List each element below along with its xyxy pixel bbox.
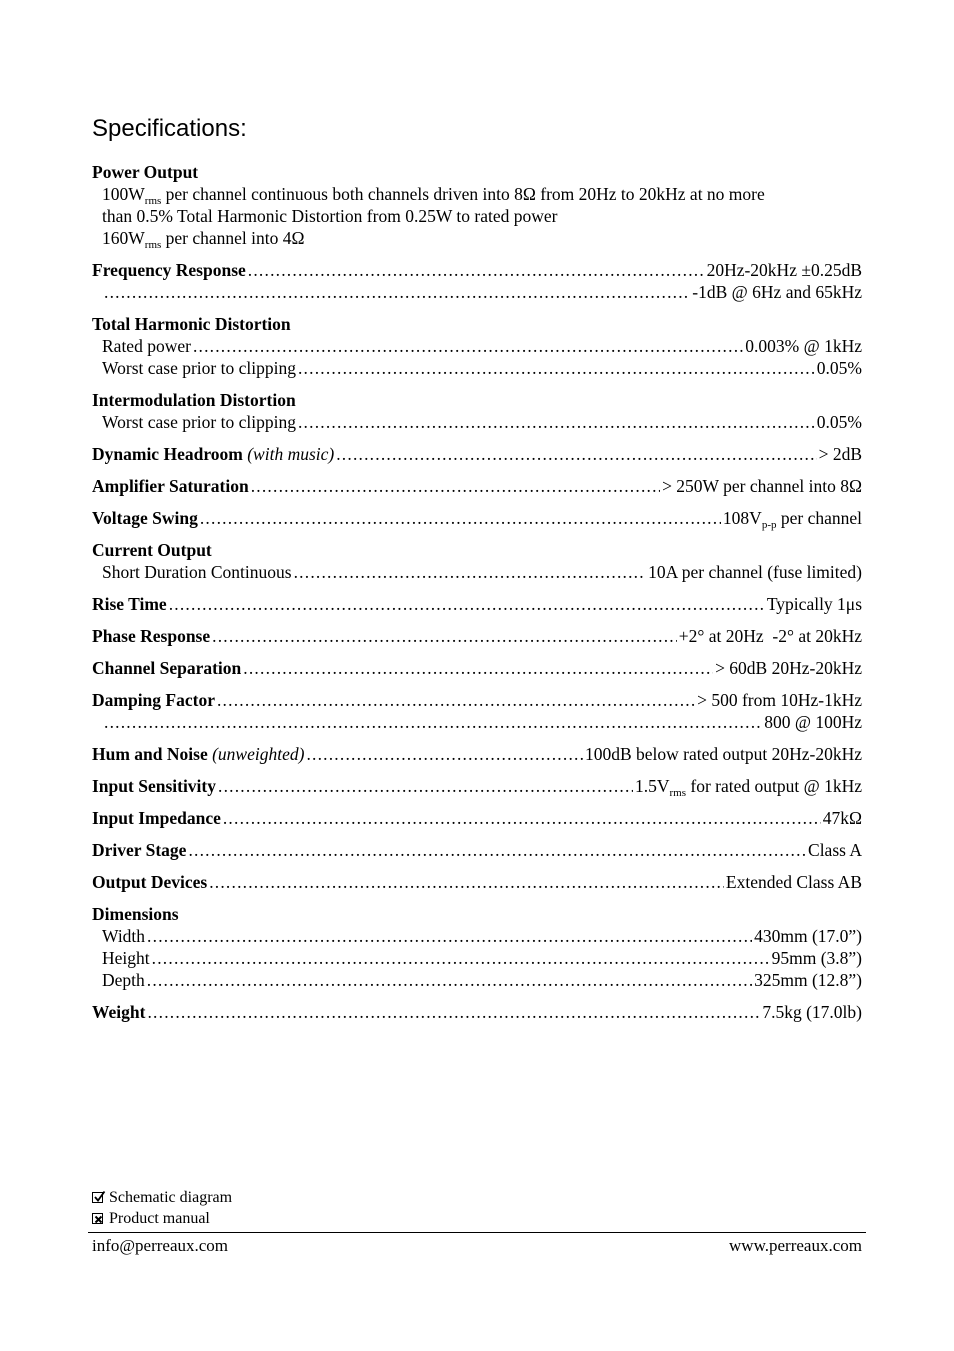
spec-weight bbox=[92, 1001, 862, 1023]
dot-leader bbox=[104, 281, 690, 303]
spec-text: than 0.5% Total Harmonic Distortion from 0.25W to rated power bbox=[102, 206, 558, 226]
spec-label: Worst case prior to clipping bbox=[102, 358, 296, 378]
spec-row bbox=[92, 775, 862, 797]
dot-leader bbox=[212, 625, 677, 647]
spec-value: Extended Class AB bbox=[725, 872, 862, 892]
spec-value: 47kΩ bbox=[822, 808, 862, 828]
spec-value: > 2dB bbox=[818, 444, 862, 464]
spec-value: > 250W per channel into 8Ω bbox=[662, 476, 862, 496]
spec-row bbox=[92, 475, 862, 497]
spec-label: Depth bbox=[102, 970, 145, 990]
spec-label: Input Impedance bbox=[92, 808, 221, 828]
dot-leader bbox=[169, 593, 765, 615]
spec-value: Class A bbox=[808, 840, 862, 860]
spec-damping-factor bbox=[92, 689, 862, 733]
crossed-box-icon bbox=[92, 1213, 103, 1224]
spec-label: Input Sensitivity bbox=[92, 776, 216, 796]
spec-value: -1dB @ 6Hz and 65kHz bbox=[692, 282, 862, 302]
spec-hum-noise bbox=[92, 743, 862, 765]
dot-leader bbox=[248, 259, 705, 281]
spec-row bbox=[92, 443, 862, 465]
spec-value: 430mm (17.0”) bbox=[754, 926, 862, 946]
spec-value: 0.05% bbox=[816, 358, 862, 378]
checklist-label: Product manual bbox=[109, 1210, 210, 1227]
dot-leader bbox=[147, 969, 752, 991]
checklist-label: Schematic diagram bbox=[109, 1189, 233, 1206]
spec-row bbox=[92, 689, 862, 711]
spec-value: 800 @ 100Hz bbox=[764, 712, 862, 732]
spec-row bbox=[92, 711, 862, 733]
spec-label: Output Devices bbox=[92, 872, 208, 892]
spec-value-part: for rated output @ 1kHz bbox=[686, 776, 862, 796]
dot-leader bbox=[209, 871, 724, 893]
spec-text-part: per channel into 4Ω bbox=[161, 228, 305, 248]
spec-label: Voltage Swing bbox=[92, 508, 198, 528]
spec-value: 100dB below rated output 20Hz-20kHz bbox=[584, 744, 862, 764]
spec-label: Amplifier Saturation bbox=[92, 476, 249, 496]
dot-leader bbox=[298, 411, 815, 433]
specifications-list bbox=[92, 161, 862, 1033]
spec-value bbox=[723, 507, 862, 529]
spec-value: 10A per channel (fuse limited) bbox=[648, 562, 862, 582]
spec-value: Typically 1μs bbox=[766, 594, 862, 614]
dot-leader bbox=[218, 775, 633, 797]
spec-input-sensitivity bbox=[92, 775, 862, 797]
spec-row bbox=[92, 281, 862, 303]
spec-phase-response bbox=[92, 625, 862, 647]
checked-box-icon bbox=[92, 1192, 103, 1203]
dot-leader bbox=[200, 507, 721, 529]
spec-power-output bbox=[92, 161, 862, 249]
spec-frequency-response bbox=[92, 259, 862, 303]
subscript: rms bbox=[144, 239, 162, 251]
spec-row bbox=[92, 593, 862, 615]
spec-input-impedance bbox=[92, 807, 862, 829]
dot-leader bbox=[306, 743, 583, 765]
spec-title: Current Output bbox=[92, 540, 212, 560]
spec-label: Damping Factor bbox=[92, 690, 215, 710]
spec-value: > 500 from 10Hz-1kHz bbox=[697, 690, 862, 710]
spec-row bbox=[92, 625, 862, 647]
spec-value: +2° at 20Hz -2° at 20kHz bbox=[678, 626, 862, 646]
page-title: Specifications: bbox=[92, 115, 247, 142]
footer-website: www.perreaux.com bbox=[729, 1236, 862, 1255]
spec-label: Phase Response bbox=[92, 626, 211, 646]
checklist-item bbox=[92, 1208, 232, 1229]
footer-email: info@perreaux.com bbox=[92, 1236, 229, 1255]
spec-amplifier-saturation bbox=[92, 475, 862, 497]
spec-title: Total Harmonic Distortion bbox=[92, 314, 291, 334]
spec-value: 20Hz-20kHz ±0.25dB bbox=[706, 260, 862, 280]
spec-imd bbox=[92, 389, 862, 433]
dot-leader bbox=[188, 839, 806, 861]
spec-row bbox=[92, 839, 862, 861]
spec-text-part: per channel continuous both channels driven into 8Ω from 20Hz to 20kHz at no more bbox=[161, 184, 765, 204]
dot-leader bbox=[152, 947, 770, 969]
spec-value: 325mm (12.8”) bbox=[754, 970, 862, 990]
spec-row bbox=[92, 1001, 862, 1023]
subscript: rms bbox=[144, 195, 162, 207]
spec-output-devices bbox=[92, 871, 862, 893]
dot-leader bbox=[104, 711, 762, 733]
spec-label: Channel Separation bbox=[92, 658, 242, 678]
spec-value: > 60dB 20Hz-20kHz bbox=[715, 658, 862, 678]
dot-leader bbox=[243, 657, 713, 679]
spec-title: Intermodulation Distortion bbox=[92, 390, 296, 410]
spec-row bbox=[92, 561, 862, 583]
footer-divider bbox=[88, 1232, 866, 1233]
spec-row bbox=[92, 947, 862, 969]
dot-leader bbox=[294, 561, 647, 583]
spec-text bbox=[92, 183, 862, 205]
spec-text-part: 100W bbox=[102, 184, 145, 204]
spec-note: (with music) bbox=[247, 444, 335, 464]
spec-value-part: 108V bbox=[722, 508, 762, 528]
dot-leader bbox=[217, 689, 695, 711]
subscript: p-p bbox=[761, 519, 777, 531]
spec-title: Power Output bbox=[92, 162, 199, 182]
spec-value-part: per channel bbox=[776, 508, 862, 528]
spec-value bbox=[635, 775, 862, 797]
spec-dimensions bbox=[92, 903, 862, 991]
spec-voltage-swing bbox=[92, 507, 862, 529]
spec-row bbox=[92, 357, 862, 379]
spec-label: Worst case prior to clipping bbox=[102, 412, 296, 432]
spec-label bbox=[92, 743, 304, 765]
spec-text-part: 160W bbox=[102, 228, 145, 248]
spec-label: Height bbox=[102, 948, 150, 968]
dot-leader bbox=[193, 335, 743, 357]
spec-label: Width bbox=[102, 926, 146, 946]
spec-row bbox=[92, 259, 862, 281]
checklist-item bbox=[92, 1187, 232, 1208]
dot-leader bbox=[298, 357, 815, 379]
spec-value: 0.05% bbox=[816, 412, 862, 432]
spec-label: Short Duration Continuous bbox=[102, 562, 292, 582]
spec-note: (unweighted) bbox=[212, 744, 305, 764]
spec-thd bbox=[92, 313, 862, 379]
spec-driver-stage bbox=[92, 839, 862, 861]
spec-value: 95mm (3.8”) bbox=[771, 948, 862, 968]
spec-text bbox=[92, 227, 862, 249]
spec-label bbox=[92, 443, 334, 465]
spec-row bbox=[92, 743, 862, 765]
spec-title: Dimensions bbox=[92, 904, 179, 924]
spec-rise-time bbox=[92, 593, 862, 615]
spec-value: 7.5kg (17.0lb) bbox=[762, 1002, 862, 1022]
spec-label: Rated power bbox=[102, 336, 191, 356]
spec-value: 0.003% @ 1kHz bbox=[745, 336, 862, 356]
spec-label: Weight bbox=[92, 1002, 146, 1022]
spec-channel-separation bbox=[92, 657, 862, 679]
spec-current-output bbox=[92, 539, 862, 583]
dot-leader bbox=[251, 475, 660, 497]
spec-label: Frequency Response bbox=[92, 260, 246, 280]
spec-row bbox=[92, 871, 862, 893]
spec-label: Rise Time bbox=[92, 594, 167, 614]
subscript: rms bbox=[669, 787, 686, 799]
spec-value-part: 1.5V bbox=[634, 776, 670, 796]
spec-label-text: Hum and Noise bbox=[92, 744, 208, 764]
spec-dynamic-headroom bbox=[92, 443, 862, 465]
document-checklist bbox=[92, 1187, 232, 1229]
dot-leader bbox=[223, 807, 821, 829]
spec-row bbox=[92, 657, 862, 679]
spec-row bbox=[92, 925, 862, 947]
spec-row bbox=[92, 411, 862, 433]
spec-row bbox=[92, 507, 862, 529]
dot-leader bbox=[336, 443, 816, 465]
spec-label: Driver Stage bbox=[92, 840, 187, 860]
spec-label-text: Dynamic Headroom bbox=[92, 444, 243, 464]
spec-row bbox=[92, 807, 862, 829]
dot-leader bbox=[147, 1001, 760, 1023]
spec-row bbox=[92, 335, 862, 357]
spec-row bbox=[92, 969, 862, 991]
dot-leader bbox=[147, 925, 752, 947]
